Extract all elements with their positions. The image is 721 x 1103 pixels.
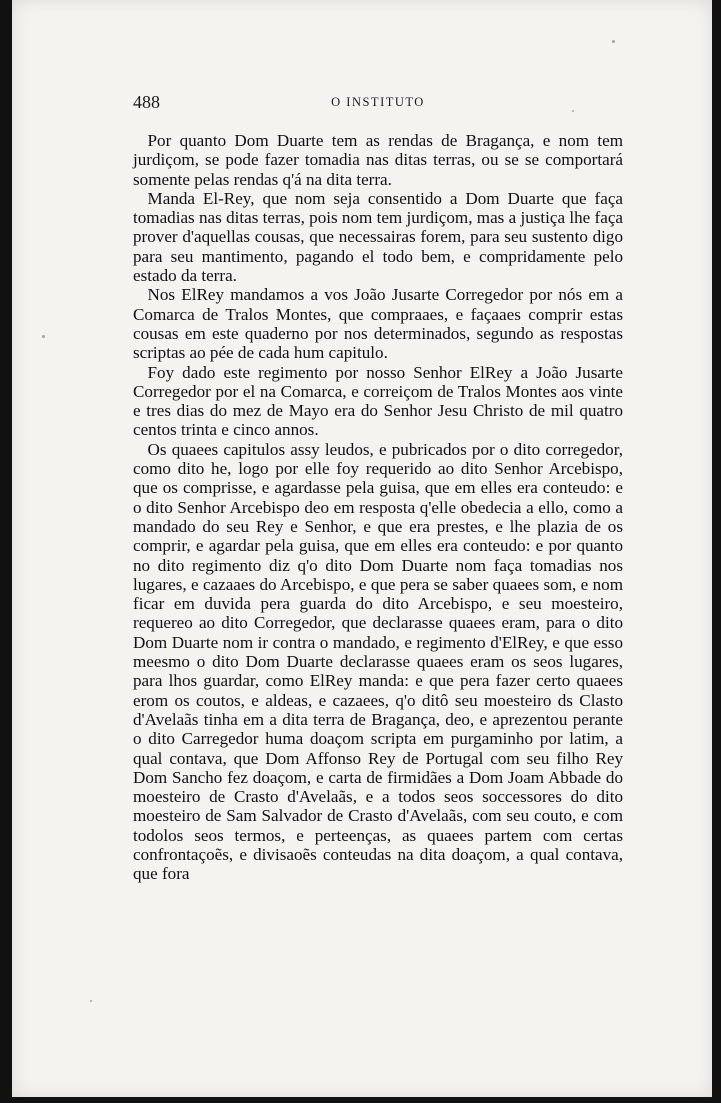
paper-speck [42,335,45,338]
paragraph-1: Por quanto Dom Duarte tem as rendas de Bragança, e nom tem jurdiçom, se pode fazer tomadia nas ditas terras, ou se se comportará somente pelas rendas q'á na dita terra. [133,131,623,189]
body-text [133,131,623,884]
paragraph-3: Nos ElRey mandamos a vos João Jusarte Corregedor por nós em a Comarca de Tralos Montes, que compraaes, e façaaes comprir estas cousas em este quaderno por nos determinados, segundo as respostas scriptas ao pée de cada hum capitulo. [133,285,623,363]
page-number: 488 [133,92,160,112]
scan-border-right [712,0,721,1103]
paragraph-4: Foy dado este regimento por nosso Senhor ElRey a João Jusarte Corregedor por el na Comarca, e correiçom de Tralos Montes aos vinte e tres dias do mez de Mayo era do Senhor Jesu Christo de mil quatro centos trinta e cinco annos. [133,362,623,440]
scan-border-left [0,0,12,1103]
scan-border-bottom [0,1097,721,1103]
paragraph-5: Os quaees capitulos assy leudos, e pubricados por o dito corregedor, como dito he, logo por elle foy requerido ao dito Senhor Arcebispo, que os comprisse, e agardasse pela guisa, que em elles era conteudo: e o dito Senhor Arcebispo deo em resposta q'elle obedecia a ello, como a mandado do seu Rey e Senhor, e que era prestes, e lhe plazia de os comprir, e agardar pela guisa, que em elles era conteudo: e por quanto no dito regimento diz q'o dito Dom Duarte nom faça tomadias nos lugares, e cazaaes do Arcebispo, e que pera se saber quaees som, e nom ficar em duvida pera guarda do dito Arcebispo, e seu moesteiro, requereo ao dito Corregedor, que declarasse quaees eram, para o dito Dom Duarte nom ir contra o mandado, e regimento d'ElRey, e que esso meesmo o dito Dom Duarte declarasse quaees eram os seos lugares, para lhos guardar, como ElRey manda: e que pera fazer certo quaees erom os coutos, e aldeas, e cazaees, q'o ditô seu moesteiro ds Clasto d'Avelaãs tinha em a dita terra de Bragança, deo, e aprezentou perante o dito Carregedor huma doaçom scripta em purgaminho por latim, a qual contava, que Dom Affonso Rey de Portugal com seu filho Rey Dom Sancho fez doaçom, e carta de firmidães a Dom Joam Abbade do moesteiro de Crasto d'Avelaãs, e a todos seos soccessores do dito moesteiro de Sam Salvador de Crasto d'Avelaãs, com seu couto, e com todolos seos termos, e perteenças, as quaees partem com certas confrontaçoẽs, e divisaoẽs conteudas na dita doaçom, a qual contava, que fora [133,439,623,884]
paper-speck [90,1000,92,1002]
running-header [133,92,623,116]
paper-speck [612,40,615,43]
paragraph-2: Manda El-Rey, que nom seja consentido a Dom Duarte que faça tomadias nas ditas terras, pois nom tem jurdiçom, mas a justiça lhe faça prover d'aquellas cousas, que necessairas forem, para seu sustento digo para seu mantimento, pagando el todo bem, e compridamente pelo estado da terra. [133,188,623,286]
running-title: O INSTITUTO [331,95,425,109]
